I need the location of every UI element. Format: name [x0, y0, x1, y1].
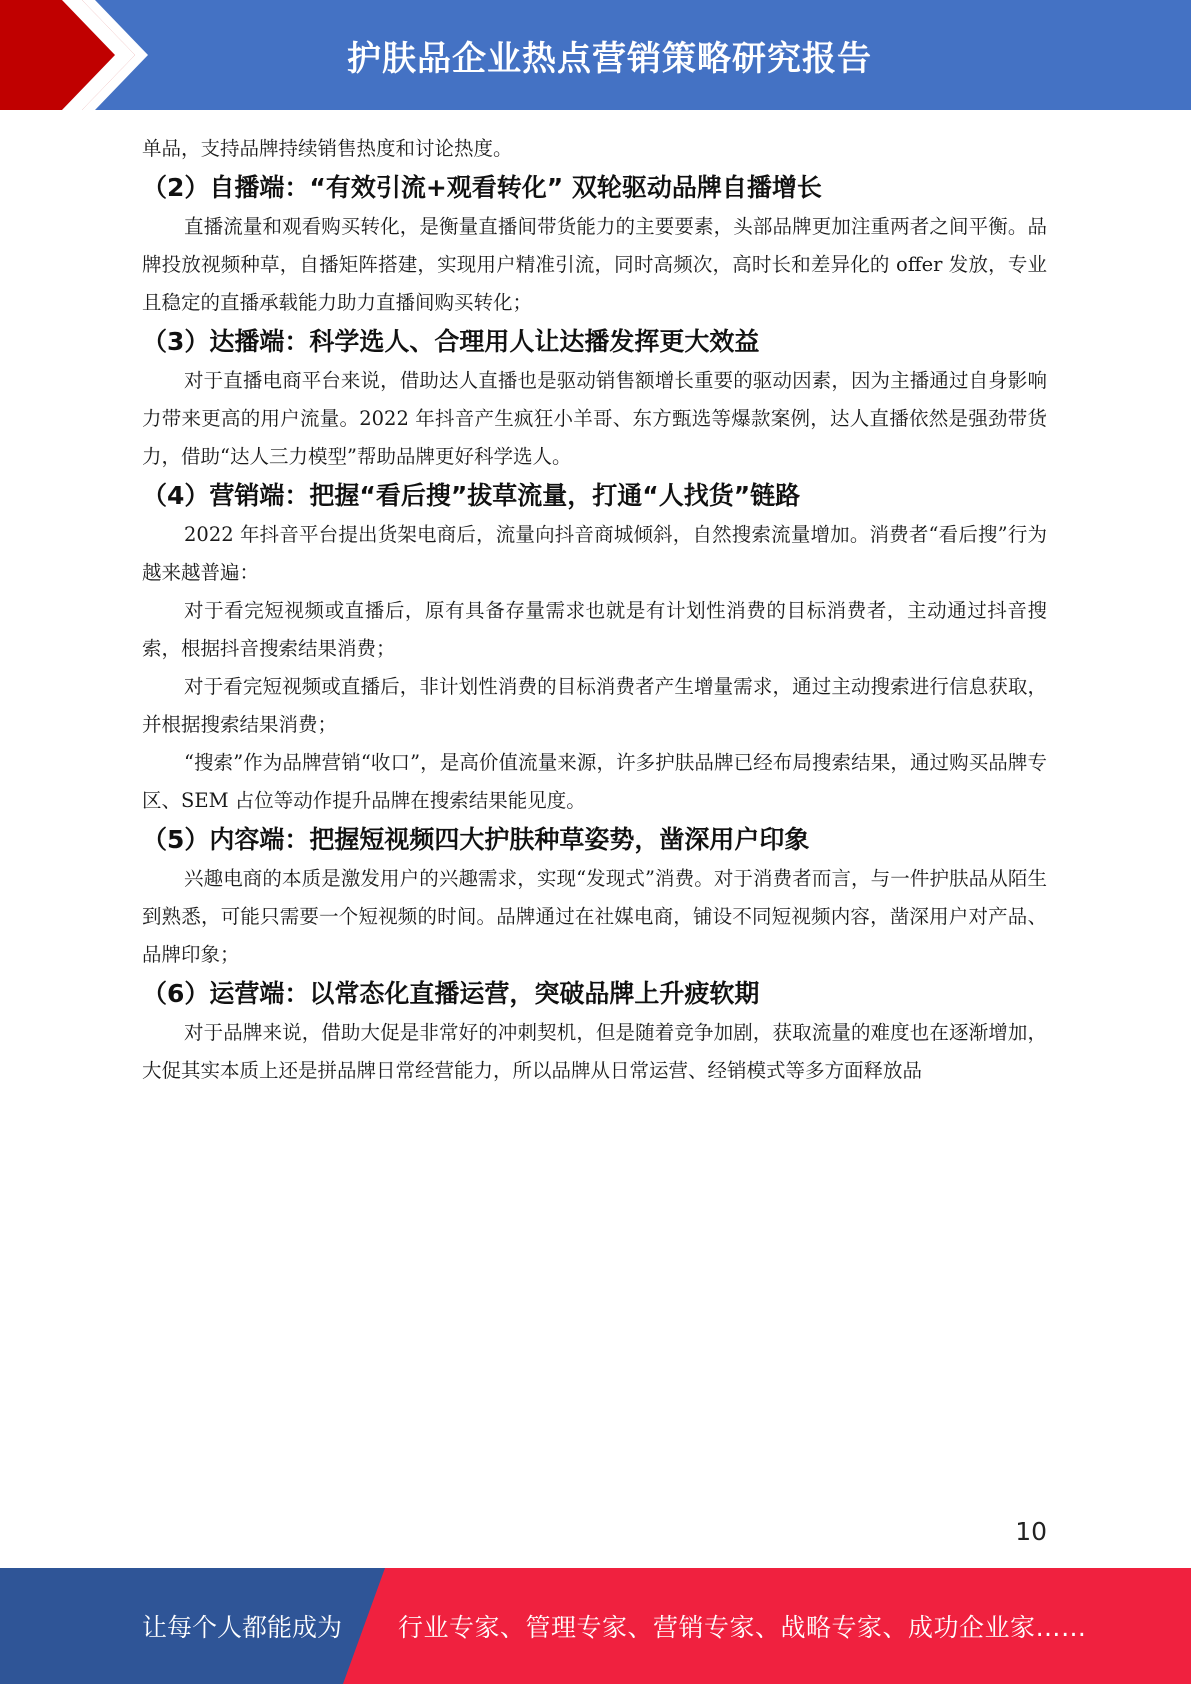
report-title: 护肤品企业热点营销策略研究报告	[347, 38, 872, 79]
section-heading-4: （4）营销端：把握“看后搜”拔草流量，打通“人找货”链路	[142, 481, 801, 510]
section-4-paragraph-2: 对于看完短视频或直播后，原有具备存量需求也就是有计划性消费的目标消费者，主动通过抖音搜索，根据抖音搜索结果消费；	[142, 599, 1047, 660]
section-4-paragraph-1: 2022 年抖音平台提出货架电商后，流量向抖音商城倾斜，自然搜索流量增加。消费者“看后搜”行为越来越普遍：	[142, 523, 1047, 584]
section-heading-2: （2）自播端：“有效引流+观看转化” 双轮驱动品牌自播增长	[142, 173, 822, 202]
section-3-paragraph: 对于直播电商平台来说，借助达人直播也是驱动销售额增长重要的驱动因素，因为主播通过自身影响力带来更高的用户流量。2022 年抖音产生疯狂小羊哥、东方甄选等爆款案例，达人直播依然是强劲带货力，借助“达人三力模型”帮助品牌更好科学选人。	[142, 369, 1047, 468]
footer-slogan-right: 行业专家、管理专家、营销专家、战略专家、成功企业家……	[398, 1613, 1087, 1642]
section-4-paragraph-4: “搜索”作为品牌营销“收口”，是高价值流量来源，许多护肤品牌已经布局搜索结果，通过购买品牌专区、SEM 占位等动作提升品牌在搜索结果能见度。	[142, 751, 1047, 812]
section-6-paragraph: 对于品牌来说，借助大促是非常好的冲刺契机，但是随着竞争加剧，获取流量的难度也在逐渐增加，大促其实本质上还是拼品牌日常经营能力，所以品牌从日常运营、经销模式等多方面释放品	[142, 1021, 1047, 1082]
intro-paragraph: 单品，支持品牌持续销售热度和讨论热度。	[142, 137, 513, 160]
page-number: 10	[1015, 1517, 1047, 1546]
document-body	[142, 130, 1047, 1090]
section-5-paragraph: 兴趣电商的本质是激发用户的兴趣需求，实现“发现式”消费。对于消费者而言，与一件护肤品从陌生到熟悉，可能只需要一个短视频的时间。品牌通过在社媒电商，铺设不同短视频内容，凿深用户对产品、品牌印象；	[142, 867, 1047, 966]
section-heading-5: （5）内容端：把握短视频四大护肤种草姿势，凿深用户印象	[142, 825, 810, 854]
page-header	[0, 0, 1191, 110]
page-footer	[0, 1568, 1191, 1684]
section-heading-3: （3）达播端：科学选人、合理用人让达播发挥更大效益	[142, 327, 760, 356]
section-4-paragraph-3: 对于看完短视频或直播后，非计划性消费的目标消费者产生增量需求，通过主动搜索进行信息获取，并根据搜索结果消费；	[142, 675, 1047, 736]
footer-slogan-left: 让每个人都能成为	[142, 1613, 343, 1642]
section-heading-6: （6）运营端：以常态化直播运营，突破品牌上升疲软期	[142, 979, 760, 1008]
section-2-paragraph: 直播流量和观看购买转化，是衡量直播间带货能力的主要要素，头部品牌更加注重两者之间平衡。品牌投放视频种草，自播矩阵搭建，实现用户精准引流，同时高频次，高时长和差异化的 offer 发放，专业且稳定的直播承载能力助力直播间购买转化；	[142, 215, 1047, 314]
